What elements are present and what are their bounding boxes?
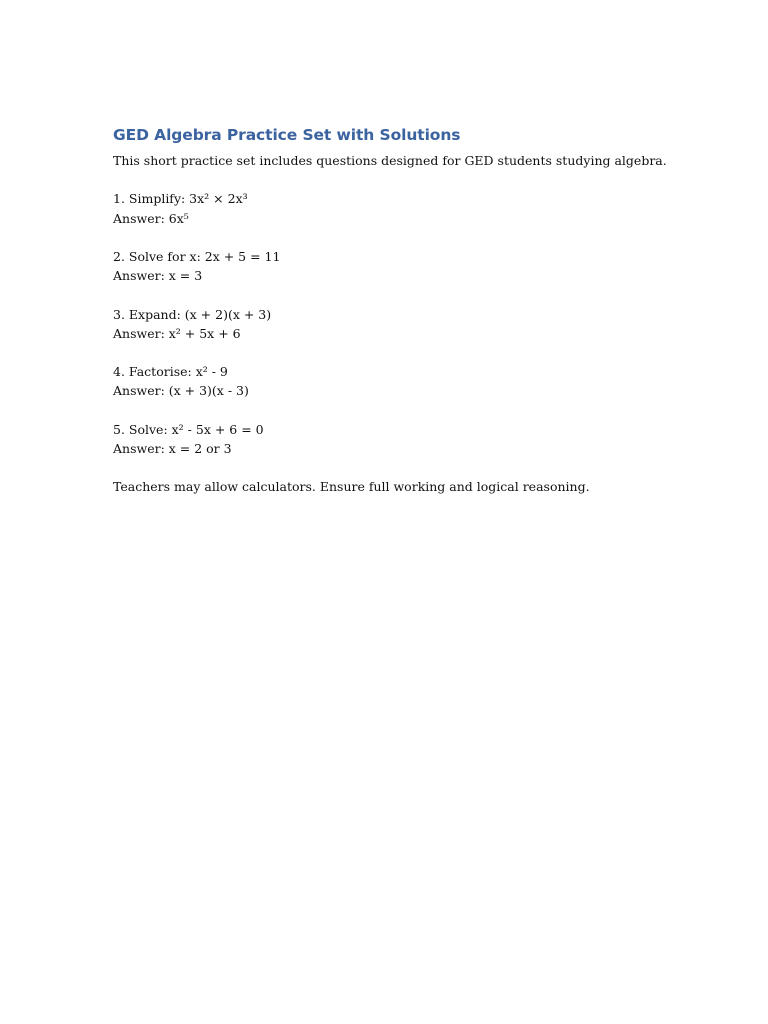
answer-text: Answer: 6x⁵ <box>113 210 189 226</box>
answer-text: Answer: x = 3 <box>113 268 203 284</box>
question-item-4 <box>113 362 673 400</box>
question-item-3 <box>113 305 673 343</box>
question-text: 2. Solve for x: 2x + 5 = 11 <box>113 248 281 264</box>
question-text: 5. Solve: x² - 5x + 6 = 0 <box>113 421 264 437</box>
question-item-5 <box>113 420 673 458</box>
intro-paragraph: This short practice set includes questions designed for GED students studying algebra. <box>113 153 667 168</box>
answer-text: Answer: x = 2 or 3 <box>113 440 232 456</box>
answer-text: Answer: x² + 5x + 6 <box>113 325 241 341</box>
question-item-1 <box>113 189 673 227</box>
question-text: 4. Factorise: x² - 9 <box>113 364 228 380</box>
closing-paragraph: Teachers may allow calculators. Ensure full working and logical reasoning. <box>113 479 590 495</box>
question-text: 1. Simplify: 3x² × 2x³ <box>113 191 248 207</box>
question-text: 3. Expand: (x + 2)(x + 3) <box>113 306 272 322</box>
answer-text: Answer: (x + 3)(x - 3) <box>113 383 249 399</box>
document-body <box>113 124 673 497</box>
question-item-2 <box>113 247 673 285</box>
document-title: GED Algebra Practice Set with Solutions <box>113 126 461 144</box>
